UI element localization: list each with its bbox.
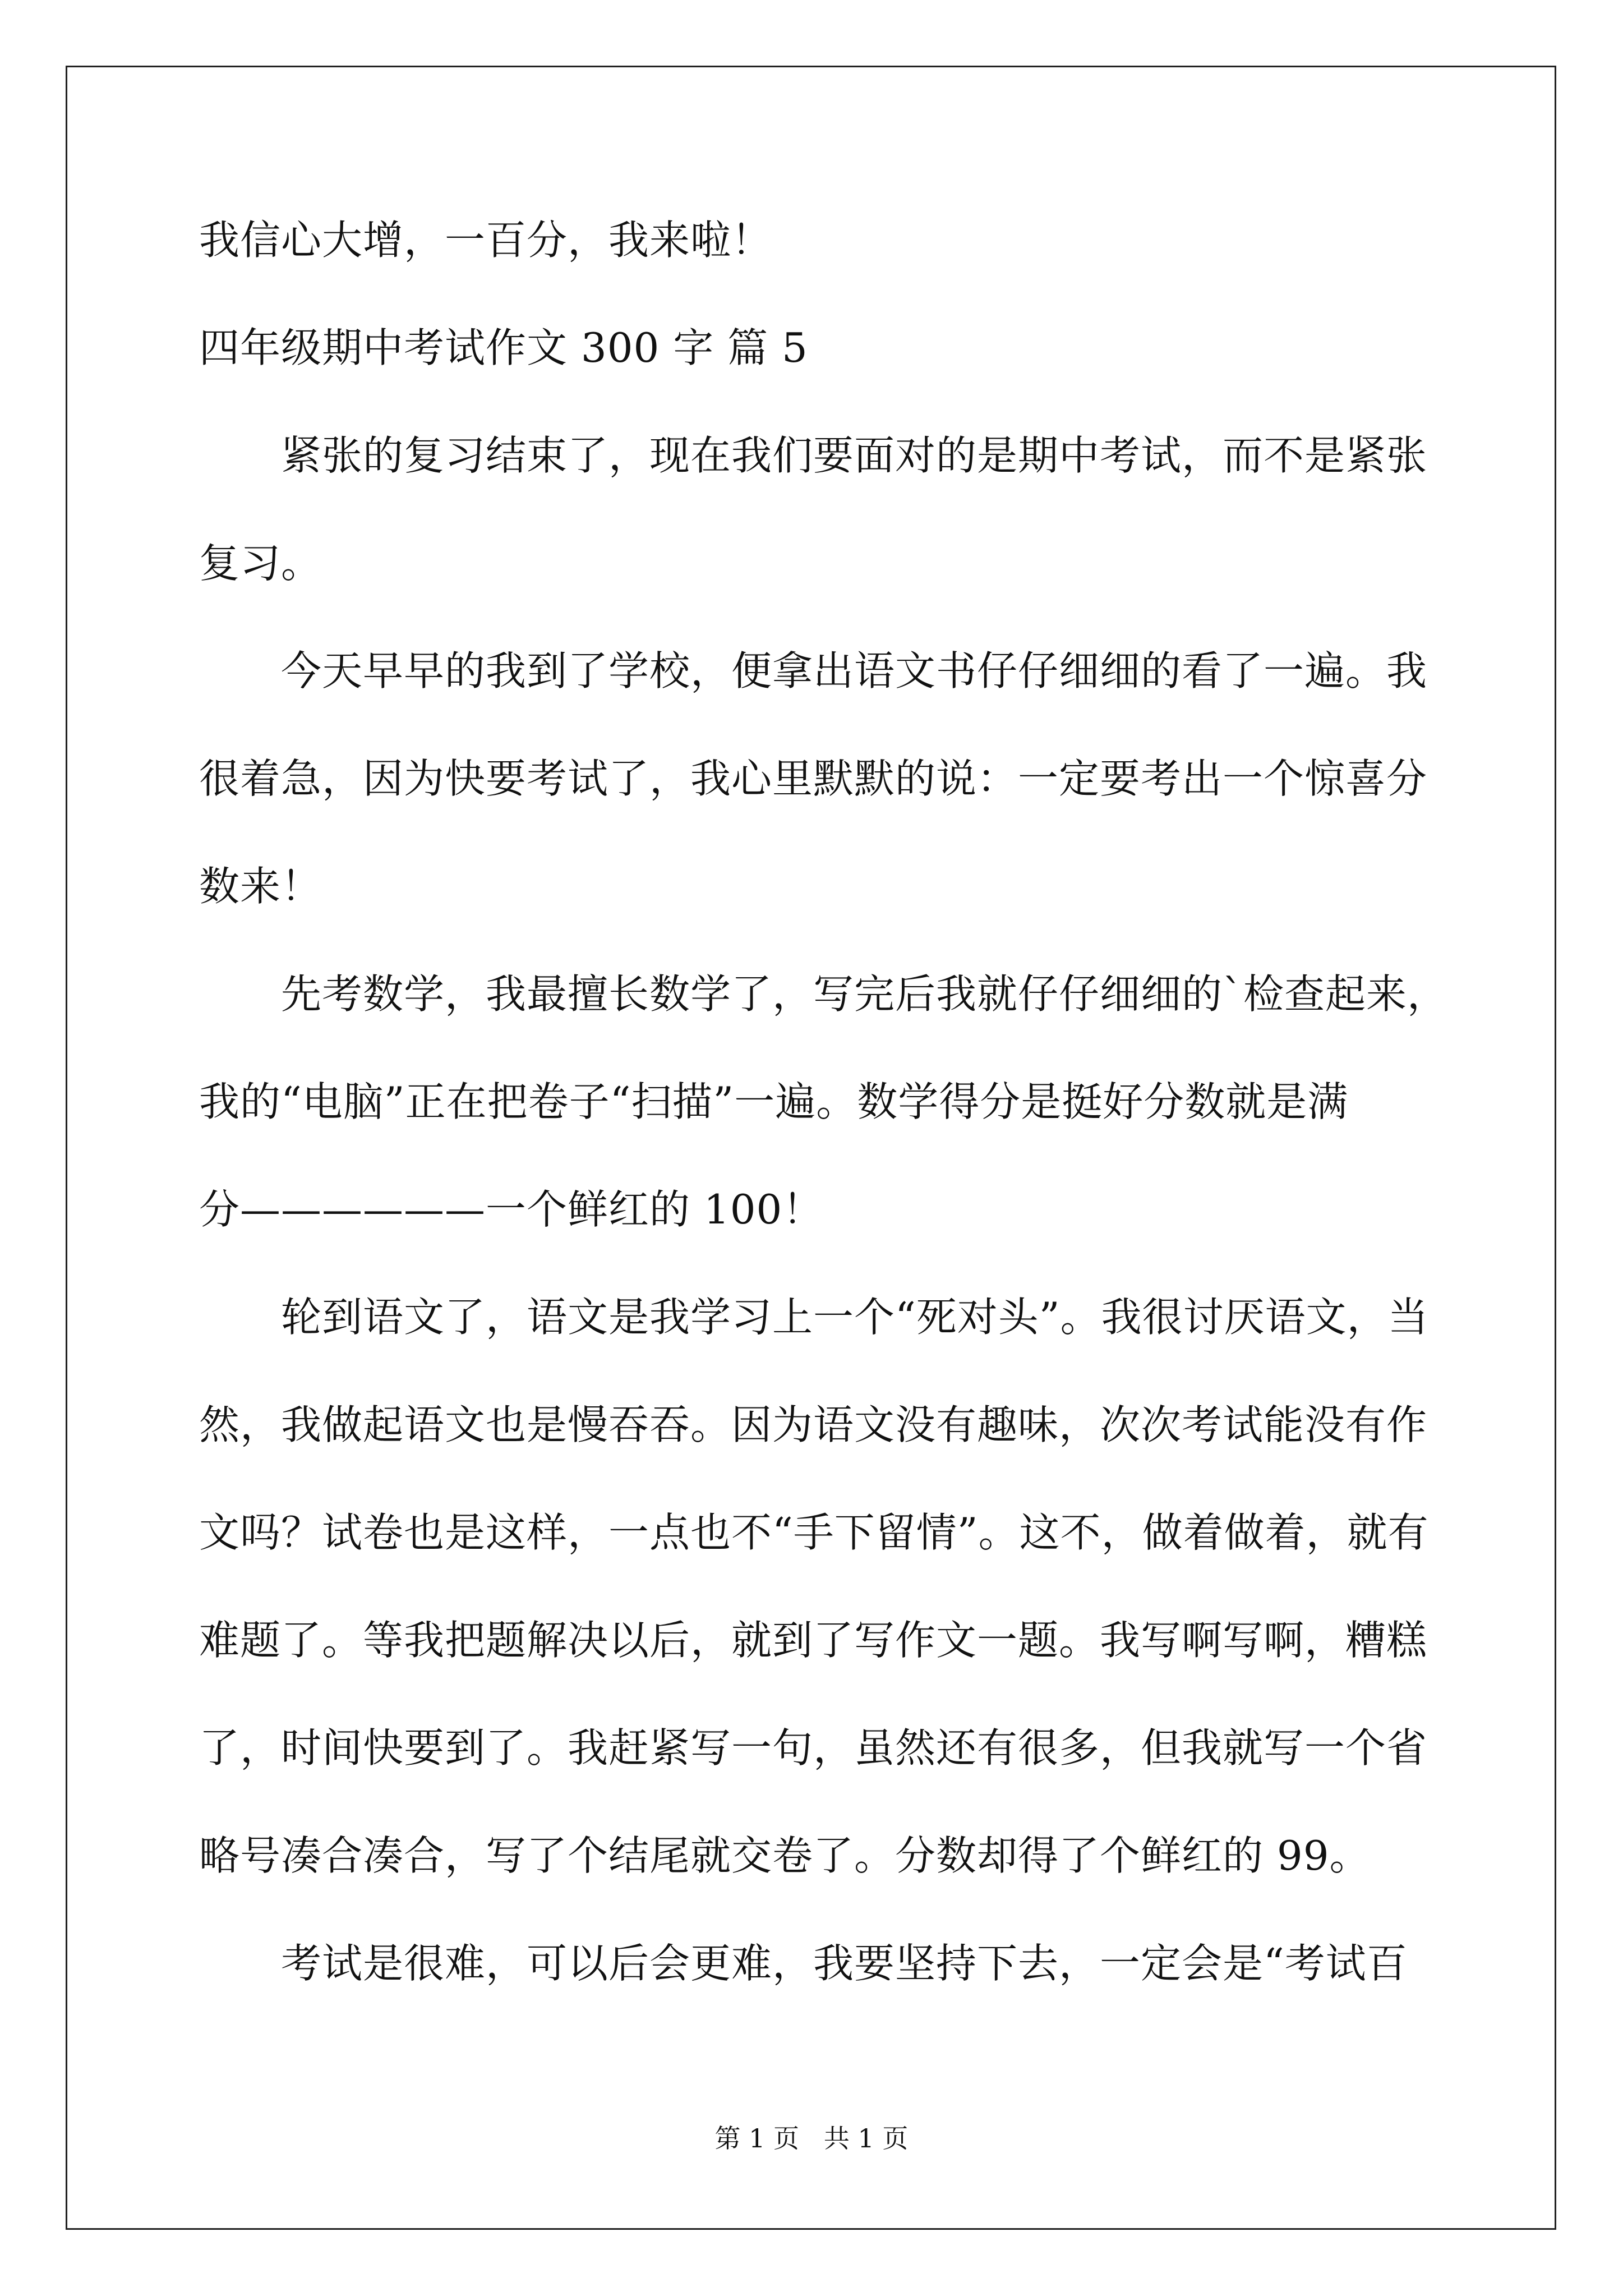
text-line: 难题了。等我把题解决以后，就到了写作文一题。我写啊写啊，糟糕	[199, 1617, 1428, 1664]
text-line: 数来！	[199, 863, 322, 910]
text-line: 考试是很难，可以后会更难，我要坚持下去，一定会是“考试百	[281, 1940, 1408, 1987]
text-line: 文吗？试卷也是这样，一点也不“手下留情”。这不，做着做着，就有	[199, 1509, 1429, 1556]
text-line: 我的“电脑”正在把卷子“扫描”一遍。数学得分是挺好分数就是满	[199, 1078, 1349, 1125]
text-line: 复习。	[199, 540, 322, 587]
text-line: 很着急，因为快要考试了，我心里默默的说：一定要考出一个惊喜分	[199, 755, 1428, 802]
text-line: 先考数学，我最擅长数学了，写完后我就仔仔细细的`检查起来，	[281, 970, 1449, 1018]
text-line: 然，我做起语文也是慢吞吞。因为语文没有趣味，次次考试能没有作	[199, 1401, 1428, 1448]
text-line: 了，时间快要到了。我赶紧写一句，虽然还有很多，但我就写一个省	[199, 1724, 1428, 1772]
page-number-footer: 第 1 页 共 1 页	[714, 2123, 909, 2154]
text-line: 紧张的复习结束了，现在我们要面对的是期中考试，而不是紧张	[281, 432, 1428, 479]
text-line: 轮到语文了，语文是我学习上一个“死对头”。我很讨厌语文，当	[281, 1294, 1429, 1341]
text-line: 我信心大增，一百分，我来啦！	[199, 217, 773, 264]
page-border	[66, 66, 1556, 2230]
text-line: 略号凑合凑合，写了个结尾就交卷了。分数却得了个鲜红的 99。	[199, 1832, 1371, 1879]
essay-title: 四年级期中考试作文 300 字 篇 5	[199, 324, 808, 371]
text-line: 分——————一个鲜红的 100！	[199, 1186, 824, 1233]
text-line: 今天早早的我到了学校，便拿出语文书仔仔细细的看了一遍。我	[281, 647, 1428, 694]
